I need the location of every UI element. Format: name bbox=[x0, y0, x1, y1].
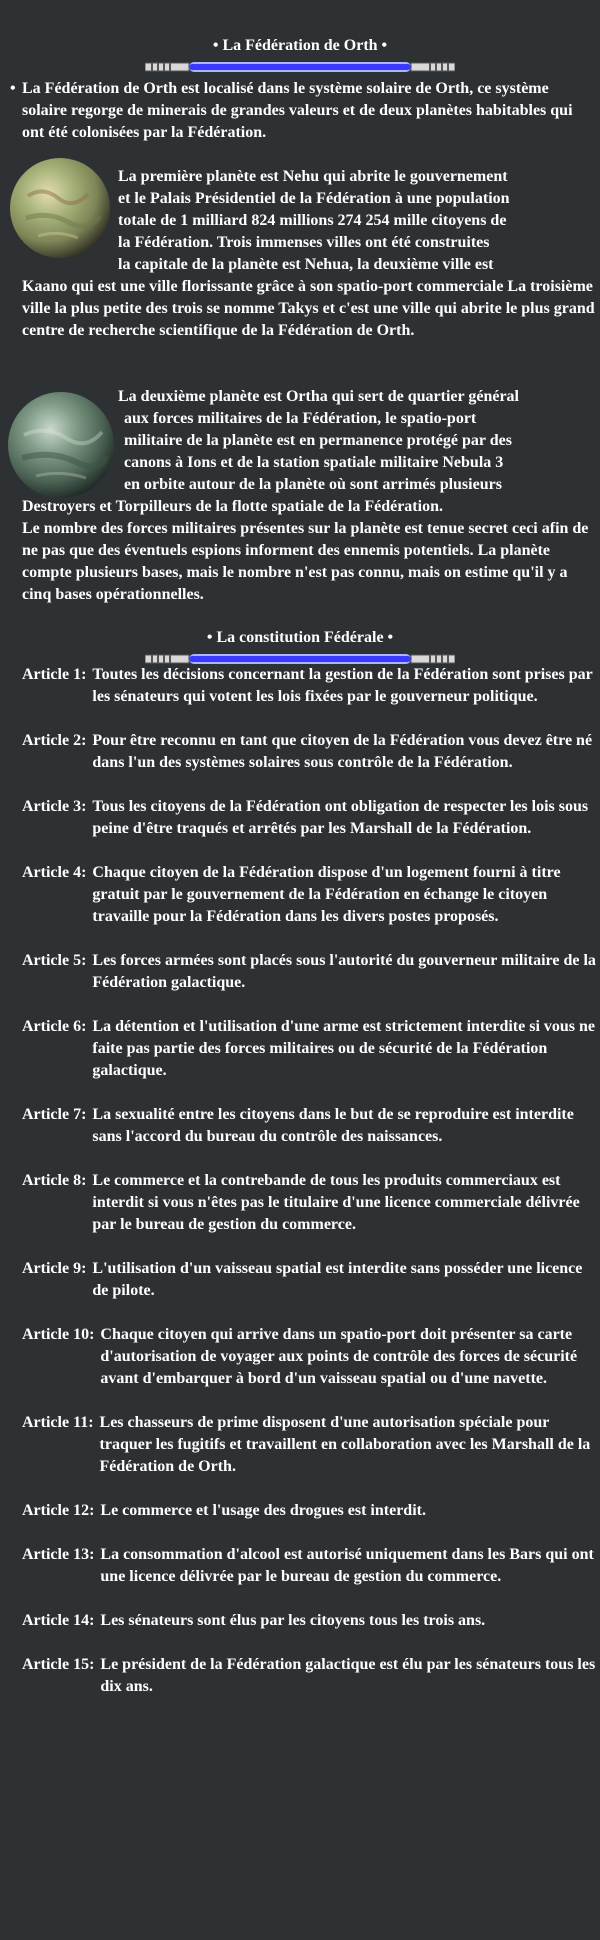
article-text: Le président de la Fédération galactique est élu par les sénateurs tous les dix ans. bbox=[100, 1656, 596, 1695]
article-label: Article 9: bbox=[22, 1260, 87, 1277]
article-label: Article 15: bbox=[22, 1656, 95, 1673]
article-label: Article 7: bbox=[22, 1106, 87, 1123]
article-text: La détention et l'utilisation d'une arme est strictement interdite si vous ne faite pas partie des forces militaires ou de sécurité de la Fédération galactique. bbox=[92, 1018, 596, 1079]
article-item bbox=[22, 950, 600, 994]
section-constitution-heading bbox=[0, 628, 600, 666]
article-text: Le commerce et la contrebande de tous les produits commerciaux est interdit si vous n'êtes pas le titulaire d'une licence commerciale délivrée par le bureau de gestion du commerce. bbox=[92, 1172, 580, 1233]
planet1-line: totale de 1 milliard 824 millions 274 254 mille citoyens de bbox=[118, 212, 507, 229]
article-item bbox=[22, 1016, 600, 1082]
article-text: Chaque citoyen de la Fédération dispose d'un logement fourni à titre gratuit par le gouvernement de la Fédération en échange le citoyen travaille pour la Fédération dans les divers postes proposés. bbox=[92, 864, 561, 925]
article-item bbox=[22, 796, 600, 840]
planet1-line: et le Palais Présidentiel de la Fédération à une population bbox=[118, 190, 510, 207]
article-item bbox=[22, 1610, 600, 1632]
article-item bbox=[22, 1324, 600, 1390]
article-label: Article 10: bbox=[22, 1326, 95, 1343]
section-federation-heading bbox=[0, 36, 600, 74]
planet1-line: la capitale de la planète est Nehua, la deuxième ville est bbox=[118, 256, 494, 273]
article-item bbox=[22, 1104, 600, 1148]
planet2-line: aux forces militaires de la Fédération, le spatio-port bbox=[124, 410, 477, 427]
planet1-line: La première planète est Nehu qui abrite le gouvernement bbox=[118, 168, 508, 185]
article-text: Les sénateurs sont élus par les citoyens tous les trois ans. bbox=[100, 1612, 486, 1629]
section-title: • La constitution Fédérale • bbox=[206, 629, 394, 646]
article-item bbox=[22, 730, 600, 774]
planet2-line: canons à Ions et de la station spatiale militaire Nebula 3 bbox=[124, 454, 504, 471]
article-text: Le commerce et l'usage des drogues est interdit. bbox=[100, 1502, 426, 1519]
intro-text: La Fédération de Orth est localisé dans le système solaire de Orth, ce système solaire regorge de minerais de grandes valeurs et de deux planètes habitables qui ont été colonisées par la Fédération. bbox=[22, 80, 573, 141]
bullet: • bbox=[10, 80, 16, 97]
planet1-rest: Kaano qui est une ville florissante grâce à son spatio-port commerciale La troisième ville la plus petite des trois se nomme Takys et c'est une ville qui abrite le plus grand centre de recherche scientifique de la Fédération de Orth. bbox=[22, 278, 595, 339]
article-item bbox=[22, 862, 600, 928]
constitution-articles bbox=[22, 664, 600, 1720]
article-item bbox=[22, 1258, 600, 1302]
article-label: Article 13: bbox=[22, 1546, 95, 1563]
article-label: Article 5: bbox=[22, 952, 87, 969]
intro-paragraph bbox=[10, 78, 590, 144]
section-title: • La Fédération de Orth • bbox=[212, 37, 388, 54]
article-text: Les forces armées sont placés sous l'autorité du gouverneur militaire de la Fédération galactique. bbox=[92, 952, 596, 991]
planet2-rest2: Le nombre des forces militaires présentes sur la planète est tenue secret ceci afin de ne pas que des éventuels espions informent des ennemis potentiels. La planète compte plusieurs bases, mais le nombre n'est pas connu, mais on estime qu'il y a cinq bases opérationnelles. bbox=[22, 520, 589, 603]
article-label: Article 11: bbox=[22, 1414, 94, 1431]
article-label: Article 6: bbox=[22, 1018, 87, 1035]
planet1-line: la Fédération. Trois immenses villes ont été construites bbox=[118, 234, 490, 251]
article-label: Article 1: bbox=[22, 666, 87, 683]
article-text: Tous les citoyens de la Fédération ont obligation de respecter les lois sous peine d'être traqués et arrêtés par les Marshall de la Fédération. bbox=[92, 798, 589, 837]
article-item bbox=[22, 1654, 600, 1698]
article-text: La sexualité entre les citoyens dans le but de se reproduire est interdite sans l'accord du bureau du contrôle des naissances. bbox=[92, 1106, 574, 1145]
article-item bbox=[22, 1412, 600, 1478]
article-text: La consommation d'alcool est autorisé uniquement dans les Bars qui ont une licence délivrée par le bureau de gestion du commerce. bbox=[100, 1546, 594, 1585]
article-item bbox=[22, 664, 600, 708]
article-label: Article 14: bbox=[22, 1612, 95, 1629]
planet2-description bbox=[22, 386, 600, 606]
article-label: Article 3: bbox=[22, 798, 87, 815]
article-text: Les chasseurs de prime disposent d'une autorisation spéciale pour traquer les fugitifs et travaillent en collaboration avec les Marshall de la Fédération de Orth. bbox=[99, 1414, 591, 1475]
planet2-line: La deuxième planète est Ortha qui sert de quartier général bbox=[118, 388, 519, 405]
planet2-line: militaire de la planète est en permanence protégé par des bbox=[124, 432, 512, 449]
planet2-line: en orbite autour de la planète où sont arrimés plusieurs bbox=[124, 476, 502, 493]
article-label: Article 8: bbox=[22, 1172, 87, 1189]
article-item bbox=[22, 1170, 600, 1236]
article-text: Chaque citoyen qui arrive dans un spatio-port doit présenter sa carte d'autorisation de voyager aux points de contrôle des forces de sécurité avant d'embarquer à bord d'un vaisseau spatial ou d'une navette. bbox=[100, 1326, 578, 1387]
article-label: Article 2: bbox=[22, 732, 87, 749]
article-label: Article 12: bbox=[22, 1502, 95, 1519]
article-label: Article 4: bbox=[22, 864, 87, 881]
article-item bbox=[22, 1500, 600, 1522]
planet2-rest1: Destroyers et Torpilleurs de la flotte spatiale de la Fédération. bbox=[22, 498, 443, 515]
planet1-description bbox=[22, 166, 600, 342]
lightsaber-divider-icon bbox=[145, 60, 455, 74]
article-text: Pour être reconnu en tant que citoyen de la Fédération vous devez être né dans l'un des systèmes solaires sous contrôle de la Fédération. bbox=[92, 732, 593, 771]
article-item bbox=[22, 1544, 600, 1588]
article-text: L'utilisation d'un vaisseau spatial est interdite sans posséder une licence de pilote. bbox=[92, 1260, 583, 1299]
article-text: Toutes les décisions concernant la gestion de la Fédération sont prises par les sénateurs qui votent les lois fixées par le gouverneur politique. bbox=[92, 666, 593, 705]
